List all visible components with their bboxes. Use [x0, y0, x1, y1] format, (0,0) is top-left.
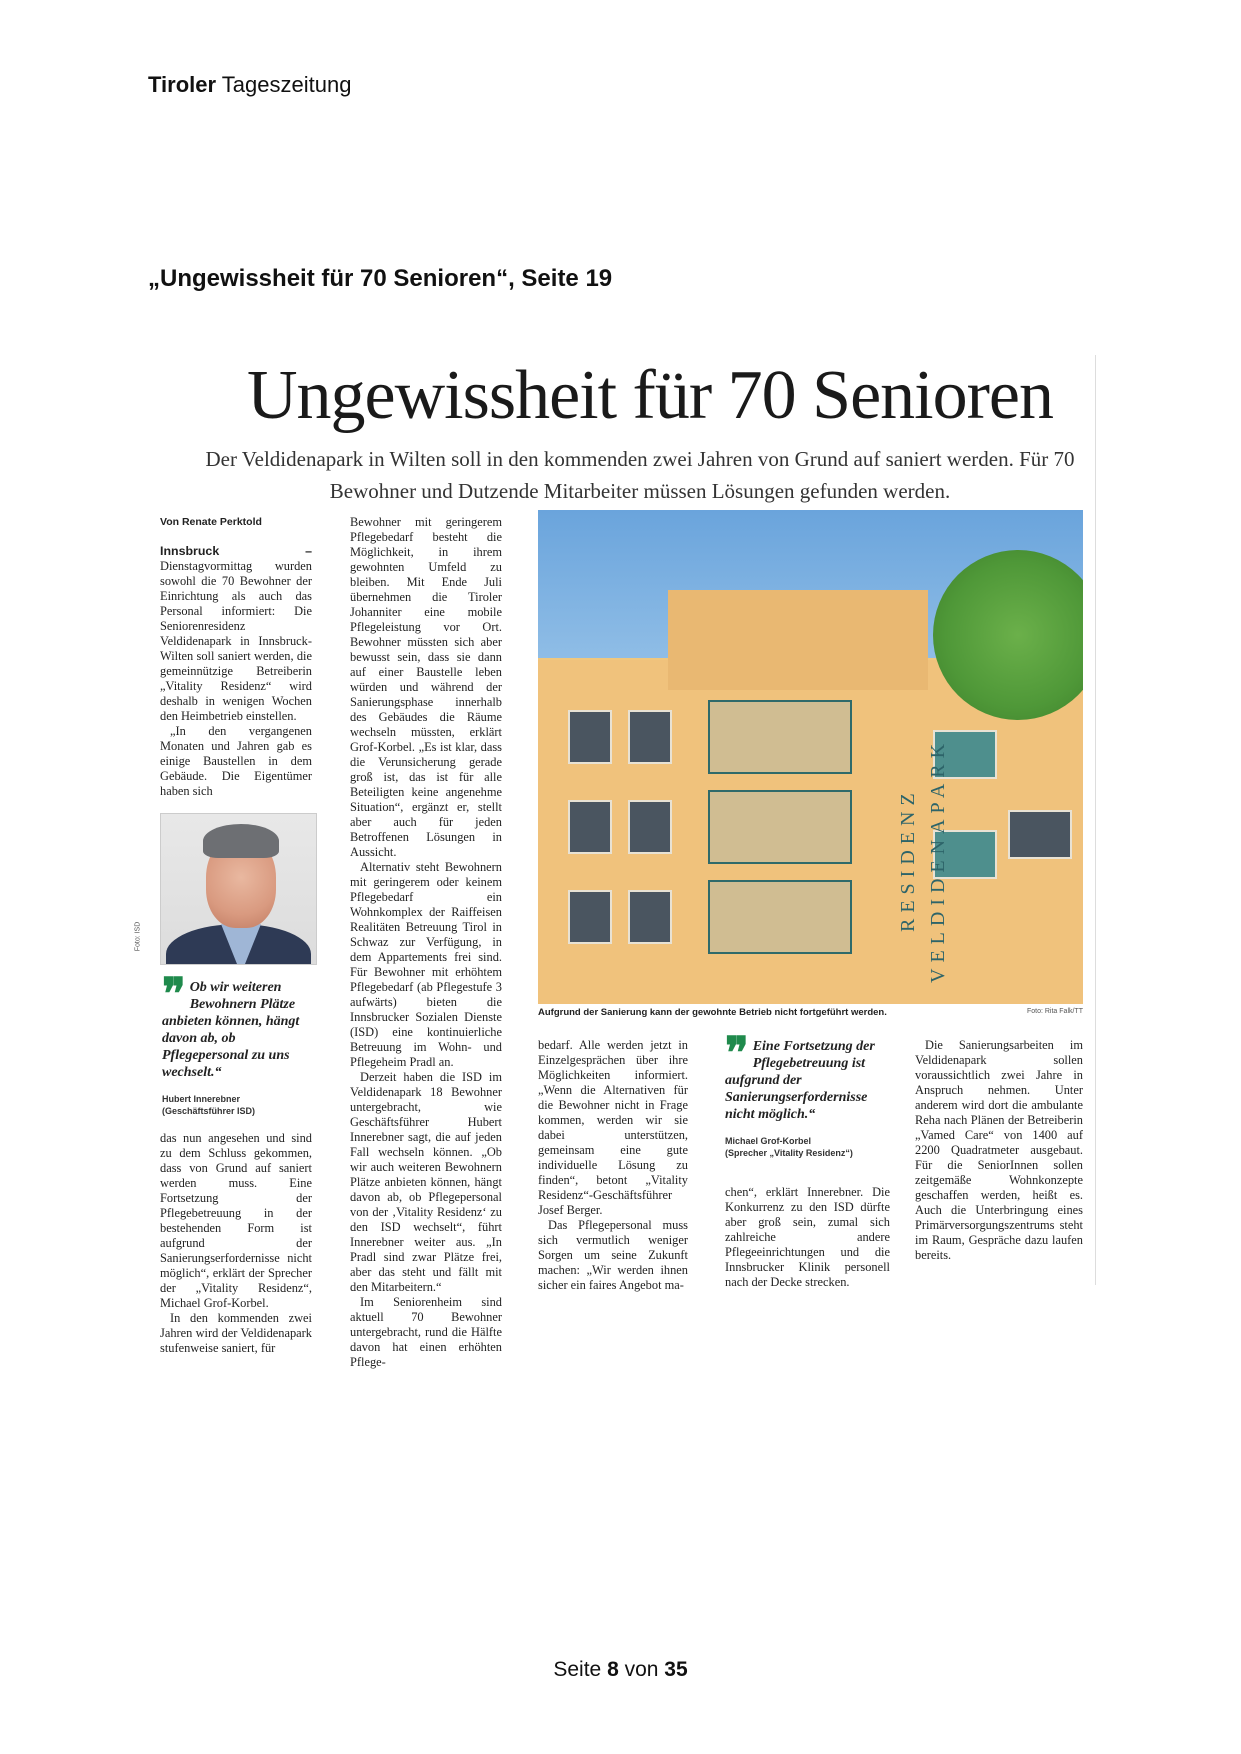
- balcony: [708, 790, 852, 864]
- sign-line-1: RESIDENZ: [897, 787, 919, 933]
- balcony: [708, 700, 852, 774]
- article-reference: „Ungewissheit für 70 Senioren“, Seite 19: [148, 265, 613, 292]
- photo-credit: Foto: Rita Falk/TT: [1026, 1008, 1083, 1015]
- paragraph-text: Dienstagvormittag wurden sowohl die 70 Bewohner der Einrichtung als auch das Personal informiert: Die Seniorenresidenz Veldidenapark in Innsbruck-Wilten soll saniert werden, die gemeinnützige Betreiberin „Vitality Residenz“ wird deshalb in wenigen Wochen den Heimbetrieb einstellen.: [160, 559, 312, 723]
- pull-quote-2: [725, 1029, 890, 1159]
- paragraph: Das Pflegepersonal muss sich vermutlich weniger Sorgen um seine Zukunft machen: „Wir werden ihnen sicher ein faires Angebot ma-: [538, 1218, 688, 1292]
- window: [568, 800, 612, 854]
- article-column-1: [134, 515, 312, 1356]
- portrait-block: [135, 813, 312, 965]
- quote-mark-icon: ❞: [725, 1029, 749, 1078]
- balcony: [708, 880, 852, 954]
- publication-name: [148, 72, 351, 98]
- window: [568, 710, 612, 764]
- article-column-1-top: [160, 515, 312, 799]
- building-upper: [668, 590, 928, 690]
- footer-page-total: 35: [664, 1658, 688, 1681]
- pull-quote-name: Michael Grof-Korbel: [725, 1136, 812, 1146]
- paragraph: Die Sanierungsarbeiten im Veldidenapark sollen voraussichtlich zwei Jahre in Anspruch nehmen. Unter anderem wird dort die ambulante Reha nach Plänen der Betreiberin „Vamed Care“ von 1400 auf 2200 Quadratmeter ausgebaut. Für die SeniorInnen sollen zeitgemäße Wohnkonzepte geschaffen werden, heißt es. Auch die Unterbringung eines Primärversorgungszentrums steht im Raum, Gespräche dazu laufen bereits.: [915, 1038, 1083, 1262]
- window: [568, 890, 612, 944]
- article-headline: Ungewissheit für 70 Senioren: [246, 357, 1054, 434]
- paragraph: Alternativ steht Bewohnern mit geringerem oder keinem Pflegebedarf ein Wohnkomplex der Raiffeisen Realitäten Betreuung Tirol in Schwaz zur Verfügung, in dem Appartements frei sind. Für Bewohner mit erhöhtem Pflegebedarf (ab Pflegestufe 3 aufwärts) bieten die Innsbrucker Sozialen Dienste (ISD) eine kontinuierliche Betreuung im Wohn- und Pflegeheim Pradl an.: [350, 860, 502, 1069]
- window: [628, 800, 672, 854]
- pull-quote-source: [162, 1093, 312, 1117]
- publication-name-bold: Tiroler: [148, 72, 217, 97]
- article-column-2: [350, 515, 502, 1370]
- article-column-4: [725, 1185, 890, 1290]
- window: [628, 710, 672, 764]
- footer-middle: von: [624, 1658, 659, 1681]
- article-column-5: [915, 1038, 1083, 1263]
- pull-quote-source: [725, 1135, 890, 1159]
- building-photo: [538, 510, 1083, 1004]
- paragraph: Im Seniorenheim sind aktuell 70 Bewohner untergebracht, rund die Hälfte davon hat einen erhöhten Pflege-: [350, 1295, 502, 1369]
- photo-caption: [538, 1007, 1083, 1018]
- byline: Von Renate Perktold: [160, 516, 262, 528]
- article-column-3: [538, 1038, 688, 1293]
- dateline: Innsbruck –: [160, 544, 312, 558]
- building-sign: [893, 730, 953, 990]
- quote-mark-icon: ❞: [162, 970, 186, 1019]
- footer-page-number: 8: [607, 1658, 619, 1681]
- paragraph: chen“, erklärt Innerebner. Die Konkurrenz zu den ISD dürfte aber groß sein, zumal sich zahlreiche andere Pflegeeinrichtungen und die Innsbrucker Klinik personell nach der Decke strecken.: [725, 1185, 890, 1289]
- paragraph: Bewohner mit geringerem Pflegebedarf besteht die Möglichkeit, in ihrem gewohnten Umfeld zu bleiben. Mit Ende Juli übernehmen die Tiroler Johanniter eine mobile Pflegeleistung vor Ort. Bewohner müssten sich aber bewusst sein, dass sie dann auf einer Baustelle leben würden und während der Sanierungsphase innerhalb des Gebäudes die Räume wechseln müssten, erklärt Grof-Korbel. „Es ist klar, dass die Verunsicherung gerade groß ist, das ist für alle Beteiligten keine angenehme Situation“, ergänzt er, stellt aber auch für jeden Betroffenen Lösungen in Aussicht.: [350, 515, 502, 859]
- pull-quote-1: [162, 970, 312, 1117]
- newspaper-clipping: [134, 355, 1096, 1369]
- paragraph: bedarf. Alle werden jetzt in Einzelgesprächen über ihre Möglichkeiten informiert. „Wenn die Alternativen für die Bewohner nicht in Frage kommen, werden wir sie dabei unterstützen, gemeinsam eine gute individuelle Lösung zu finden“, betont „Vitality Residenz“-Geschäftsführer Josef Berger.: [538, 1038, 688, 1217]
- paragraph: Derzeit haben die ISD im Veldidenapark 18 Bewohner untergebracht, wie Geschäftsführer Hubert Innerebner sagt, die auf jeden Fall wechseln können. „Ob wir auch weiteren Bewohnern Plätze anbieten können, hängt davon ab, ob Pflegepersonal von der ‚Vitality Residenz‘ zu den ISD wechselt“, führt Innerebner weiter aus. „In Pradl sind zwar Plätze frei, aber das steht und fällt mit den Mitarbeitern.“: [350, 1070, 502, 1294]
- paragraph: [160, 544, 312, 724]
- pull-quote-role: (Geschäftsführer ISD): [162, 1106, 256, 1116]
- window: [628, 890, 672, 944]
- pull-quote-name: Hubert Innerebner: [162, 1094, 241, 1104]
- paragraph: In den kommenden zwei Jahren wird der Veldidenapark stufenweise saniert, für: [160, 1311, 312, 1355]
- pull-quote-text: Ob wir weiteren Bewohnern Plätze anbieten können, hängt davon ab, ob Pflegepersonal zu uns wechselt.“: [162, 980, 300, 1080]
- article-deck: Der Veldidenapark in Wilten soll in den kommenden zwei Jahren von Grund auf saniert werden. Für 70 Bewohner und Dutzende Mitarbeiter müssen Lösungen gefunden werden.: [205, 447, 1075, 503]
- portrait-photo: [160, 813, 317, 965]
- article-column-1-bottom: [160, 1131, 312, 1356]
- sign-line-2: VELDIDENAPARK: [927, 737, 949, 983]
- paragraph: das nun angesehen und sind zu dem Schluss gekommen, dass von Grund auf saniert werden muss. Eine Fortsetzung der Pflegebetreuung in der bestehenden Form ist aufgrund der Sanierungserfordernisse nicht möglich“, erklärt der Sprecher der „Vitality Residenz“, Michael Grof-Korbel.: [160, 1131, 312, 1310]
- portrait-hair-shape: [203, 824, 279, 858]
- window: [1008, 810, 1072, 859]
- portrait-credit: Foto: ISD: [134, 921, 142, 952]
- publication-name-regular: Tageszeitung: [221, 72, 352, 97]
- photo-caption-text: Aufgrund der Sanierung kann der gewohnte Betrieb nicht fortgeführt werden.: [538, 1007, 887, 1018]
- paragraph: „In den vergangenen Monaten und Jahren gab es einige Baustellen in dem Gebäude. Die Eigentümer haben sich: [160, 724, 312, 798]
- pull-quote-text: Eine Fortsetzung der Pflegebetreuung ist aufgrund der Sanierungserfordernisse nicht möglich.“: [725, 1039, 875, 1122]
- footer-prefix: Seite: [553, 1658, 602, 1681]
- page-footer: [0, 1658, 1241, 1682]
- pull-quote-role: (Sprecher „Vitality Residenz“): [725, 1148, 853, 1158]
